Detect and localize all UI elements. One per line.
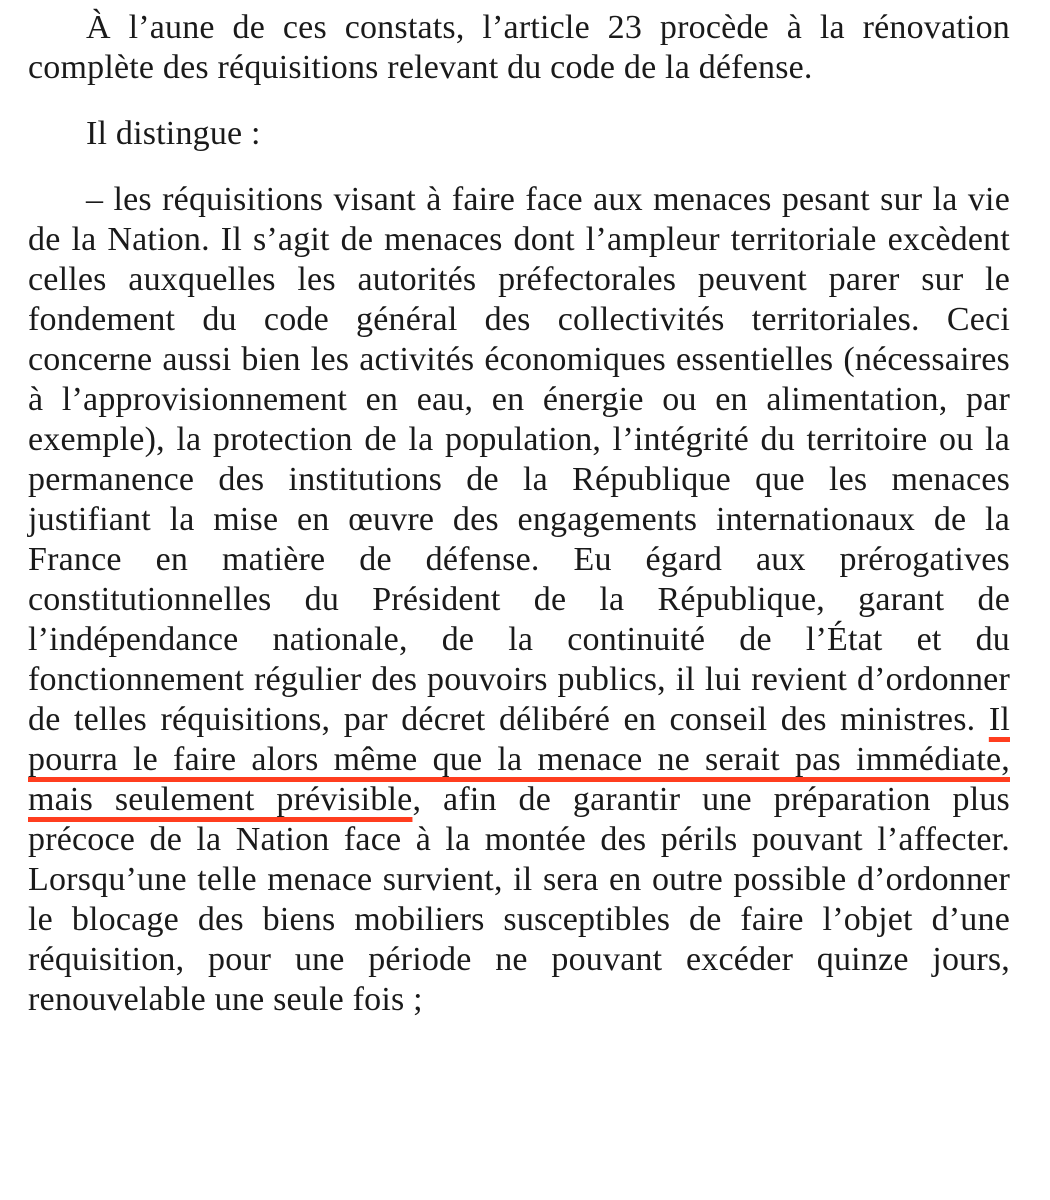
paragraph-requisitions: [28, 180, 1010, 1020]
paragraph-text-before: – les réquisitions visant à faire face aux menaces pesant sur la vie de la Nation. Il s’agit de menaces dont l’ampleur territoriale excèdent celles auxquelles les autorités préfectorales peuvent parer sur le fondement du code général des collectivités territoriales. Ceci concerne aussi bien les activités économiques essentielles (nécessaires à l’approvisionnement en eau, en énergie ou en alimentation, par exemple), la protection de la population, l’intégrité du territoire ou la permanence des institutions de la République que les menaces justifiant la mise en œuvre des engagements internationaux de la France en matière de défense. Eu égard aux prérogatives constitutionnelles du Président de la République, garant de l’indépendance nationale, de la continuité de l’État et du fonctionnement régulier des pouvoirs publics, il lui revient d’ordonner de telles réquisitions, par décret délibéré en conseil des ministres.: [28, 181, 1010, 738]
paragraph-intro: À l’aune de ces constats, l’article 23 procède à la rénovation complète des réquisitions relevant du code de la défense.: [28, 9, 1010, 86]
document-page: [28, 8, 1010, 1020]
paragraph-text-after: , afin de garantir une préparation plus précoce de la Nation face à la montée des périls pouvant l’affecter. Lorsqu’une telle menace survient, il sera en outre possible d’ordonner le blocage des biens mobiliers susceptibles de faire l’objet d’une réquisition, pour une période ne pouvant excéder quinze jours, renouvelable une seule fois ;: [28, 781, 1010, 1018]
highlighted-sentence: Il pourra le faire alors même que la menace ne serait pas immédiate, mais seulement prévisible: [28, 701, 1010, 818]
paragraph-distingue: Il distingue :: [86, 115, 261, 152]
